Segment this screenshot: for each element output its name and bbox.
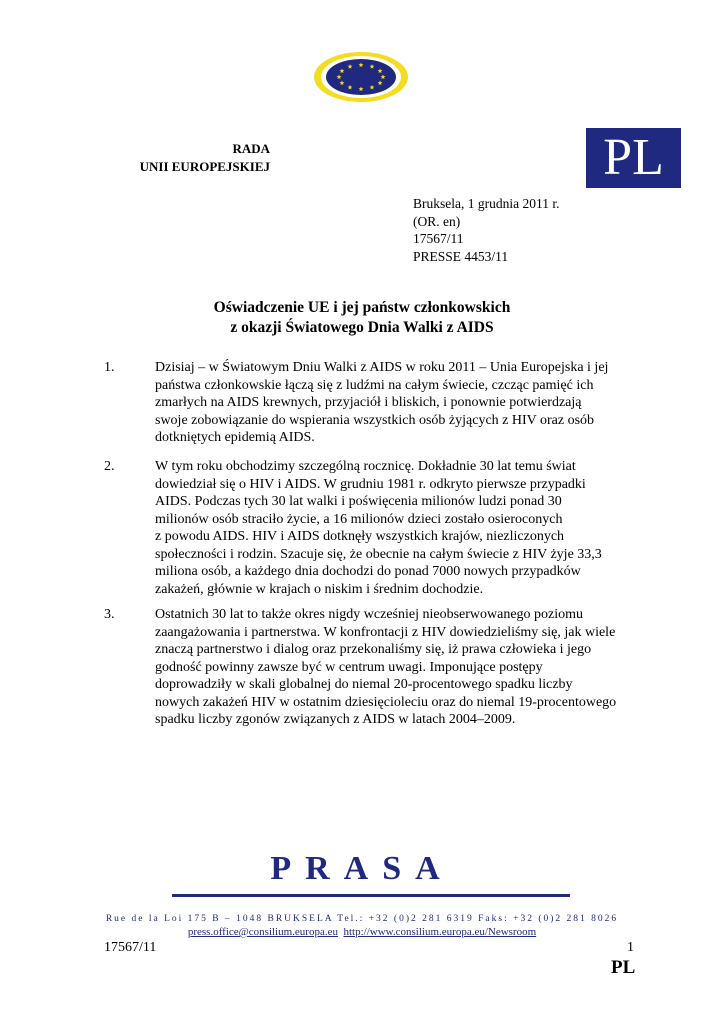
footer-divider [172,894,570,897]
eu-flag-logo [311,49,411,105]
paragraph-number: 1. [104,360,115,375]
text-line: społeczności i rodzin. Szacuje się, że obecnie na całym świecie z HIV żyje 33,3 [155,546,602,562]
text-line: W tym roku obchodzimy szczególną rocznicę. Dokładnie 30 lat temu świat [155,459,576,474]
text-line: miliona osób, a każdego dnia dochodzi do ponad 7000 nowych przypadków [155,564,581,579]
language-code-box: PL [586,128,681,188]
text-line: państwa członkowskie łączą się z ludźmi na całym świecie, czcząc pamięć ich [155,377,594,393]
org-line-1: RADA [232,141,270,156]
text-line: znaczą partnerstwo i dialog oraz przekonaliśmy się, iż prawa człowieka i jego [155,642,592,657]
text-line: godność powinny zawsze być w centrum uwagi. Imponujące postępy [155,659,543,675]
place-date: Bruksela, 1 grudnia 2011 r. [413,196,560,211]
page-number: 1 [627,940,634,955]
text-line: z powodu AIDS. HIV i AIDS dotknęły wszystkich krajów, niezliczonych [155,529,565,544]
text-line: spadku liczby zgonów związanych z AIDS w latach 2004–2009. [155,712,516,727]
paragraph-text [155,606,634,729]
press-reference: PRESSE 4453/11 [413,248,509,264]
footer-document-reference: 17567/11 [104,940,157,955]
text-line: Ostatnich 30 lat to także okres nigdy wcześniej nieobserwowanego poziomu [155,607,584,622]
text-line: zakażeń, głównie w krajach o niskim i średnim dochodzie. [155,581,484,597]
paragraph-number: 3. [104,607,115,622]
text-line: zaangażowania i partnerstwa. W konfrontacji z HIV dowiedzieliśmy się, jak wiele [155,624,616,640]
paragraph-number: 2. [104,459,115,474]
statement-title [100,298,624,338]
paragraph-text [155,458,634,598]
contact-links [0,926,724,938]
text-line: swoje zobowiązanie do wspierania wszystkich osób żyjących z HIV oraz osób [155,412,595,428]
press-office-address: Rue de la Loi 175 B – 1048 BRUKSELA Tel.: +32 (0)2 281 6319 Faks: +32 (0)2 281 8026 [105,914,619,924]
press-heading: PRASA [270,850,454,887]
title-line-2: z okazji Światowego Dnia Walki z AIDS [230,319,494,336]
document-reference: 17567/11 [413,231,464,246]
org-line-2: UNII EUROPEJSKIEJ [139,159,270,174]
text-line: Dzisiaj – w Światowym Dniu Walki z AIDS w roku 2011 – Unia Europejska i jej [155,360,609,375]
text-line: doprowadziły w skali globalnej do niemal 20-procentowego spadku liczby [155,677,573,692]
text-line: nowych zakażeń HIV w ostatnim dziesięcioleciu oraz do niemal 19-procentowego [155,694,617,710]
newsroom-link[interactable]: http://www.consilium.europa.eu/Newsroom [343,926,537,938]
paragraph-text [155,359,634,447]
organization-name [120,140,270,176]
text-line: AIDS. Podczas tych 30 lat walki i poświęcenia milionów ludzi ponad 30 [155,494,562,509]
text-line: zmarłych na AIDS krewnych, przyjaciół i bliskich, i ponownie potwierdzają [155,395,582,410]
original-language: (OR. en) [413,213,461,229]
title-line-1: Oświadczenie UE i jej państw członkowskich [213,299,511,316]
email-link[interactable]: press.office@consilium.europa.eu [187,926,338,938]
text-line: dowiedział się o HIV i AIDS. W grudniu 1981 r. odkryto pierwsze przypadki [155,476,586,492]
text-line: milionów osób straciło życie, a 16 milionów dzieci zostało osieroconych [155,511,563,527]
footer-language-code: PL [611,957,636,978]
text-line: dotkniętych epidemią AIDS. [155,430,315,445]
eu-stars-emblem-icon [311,49,411,105]
document-meta [413,195,559,265]
